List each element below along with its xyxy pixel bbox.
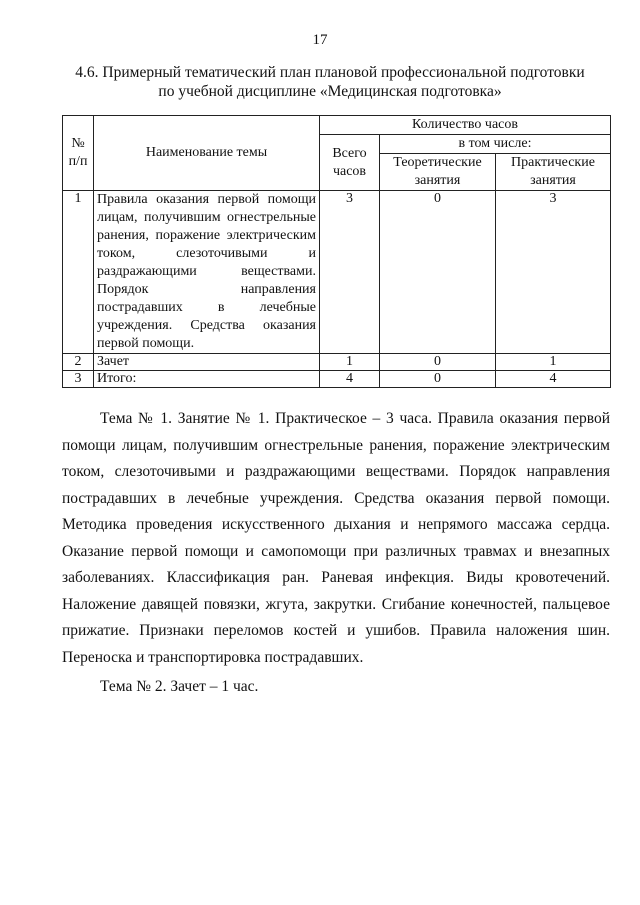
row-practice: 1 [496, 354, 611, 371]
header-hours-group: Количество часов [320, 116, 611, 135]
thematic-plan-table [62, 115, 611, 388]
row-total: 1 [320, 354, 380, 371]
row-practice: 3 [496, 191, 611, 354]
row-total: 3 [320, 191, 380, 354]
row-number: 1 [63, 191, 94, 354]
row-number: 2 [63, 354, 94, 371]
row-topic: Правила оказания первой помощи лицам, получившим огнестрельные ранения, поражение электрическим током, слезоточивыми и раздражающими веществами. Порядок направления пострадавших в лечебные учреждения. Средства оказания первой помощи. [94, 191, 320, 354]
header-practice: Практические занятия [496, 154, 611, 191]
header-number: № п/п [63, 116, 94, 191]
row-practice: 4 [496, 371, 611, 388]
header-total-hours: Всего часов [320, 135, 380, 191]
row-topic: Итого: [94, 371, 320, 388]
topic-1-description: Тема № 1. Занятие № 1. Практическое – 3 часа. Правила оказания первой помощи лицам, получившим огнестрельные ранения, поражение электрическим током, слезоточивыми и раздражающими веществами. Порядок направления пострадавших в лечебные учреждения. Средства оказания первой помощи. Методика проведения искусственного дыхания и непрямого массажа сердца. Оказание первой помощи и самопомощи при различных травмах и внезапных заболеваниях. Классификация ран. Раневая инфекция. Виды кровотечений. Наложение давящей повязки, жгута, закрутки. Сгибание конечностей, пальцевое прижатие. Признаки переломов костей и ушибов. Правила наложения шин. Переноска и транспортировка пострадавших. [62, 410, 610, 666]
row-theory: 0 [380, 191, 496, 354]
header-including: в том числе: [380, 135, 611, 154]
header-topic-name: Наименование темы [94, 116, 320, 191]
heading-line-1: 4.6. Примерный тематический план плановой профессиональной подготовки [75, 64, 585, 81]
table-row [63, 371, 611, 388]
page-number: 17 [312, 32, 328, 48]
row-number: 3 [63, 371, 94, 388]
row-theory: 0 [380, 371, 496, 388]
header-theory: Теоретические занятия [380, 154, 496, 191]
section-heading [70, 63, 590, 101]
row-theory: 0 [380, 354, 496, 371]
heading-line-2: по учебной дисциплине «Медицинская подготовка» [158, 83, 502, 100]
table-row [63, 191, 611, 354]
table-row [63, 354, 611, 371]
row-total: 4 [320, 371, 380, 388]
topic-2-description: Тема № 2. Зачет – 1 час. [100, 678, 259, 695]
row-topic: Зачет [94, 354, 320, 371]
